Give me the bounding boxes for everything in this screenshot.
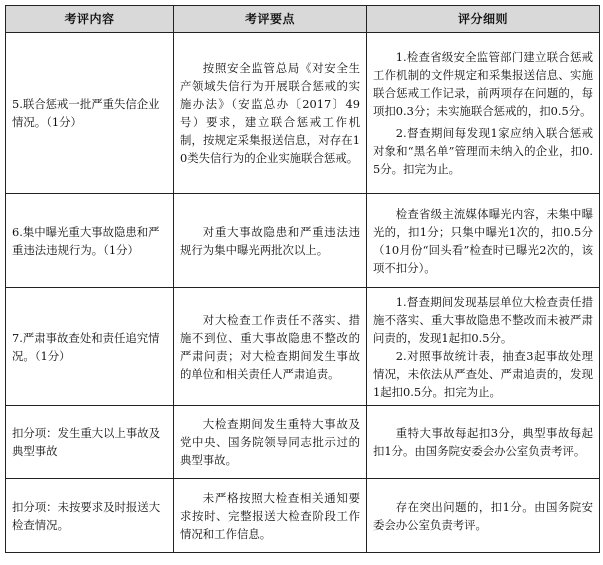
points-text: 对重大事故隐患和严重违法违规行为集中曝光两批次以上。 <box>180 224 360 257</box>
table-header-row <box>6 6 600 33</box>
detail-item: 1.检查省级安全监管部门建立联合惩戒工作机制的文件规定和采集报送信息、实施联合惩戒工作记录，前两项存在问题的，每项扣0.3分；未实施联合惩戒的，扣0.5分。 <box>373 50 593 118</box>
row-detail-cell <box>367 406 600 479</box>
points-text: 对大检查工作责任不落实、措施不到位、重大事故隐患不整改的严肃问责；对大检查期间发生事故的单位和相关责任人严肃追责。 <box>180 312 360 381</box>
points-text: 大检查期间发生重特大事故及党中央、国务院领导同志批示过的典型事故。 <box>180 417 360 467</box>
assessment-table <box>5 5 600 553</box>
detail-item: 重特大事故每起扣3分，典型事故每起扣1分。由国务院安委会办公室负责考评。 <box>373 426 593 458</box>
table-row <box>6 33 600 194</box>
detail-item: 2.督查期间每发现1家应纳入联合惩戒对象和“黑名单”管理而未纳入的企业，扣0.5分。扣完为止。 <box>373 126 593 176</box>
header-assessment-content: 考评内容 <box>6 6 174 33</box>
points-text: 按照安全监管总局《对安全生产领域失信行为开展联合惩戒的实施办法》（安监总办〔2017〕49号）要求，建立联合惩戒工作机制，按规定采集报送信息，对存在10类失信行为的企业实施联合惩戒。 <box>180 61 360 165</box>
row-points-cell <box>174 288 367 406</box>
row-detail-cell <box>367 479 600 553</box>
row-points-cell <box>174 33 367 194</box>
row-points-cell <box>174 479 367 553</box>
detail-item: 存在突出问题的，扣1分。由国务院安委会办公室负责考评。 <box>373 499 593 532</box>
table-row <box>6 479 600 553</box>
detail-item: 1.督查期间发现基层单位大检查责任措施不落实、重大事故隐患不整改而未被严肃问责的，发现1起扣0.5分。 <box>373 294 593 345</box>
table-row <box>6 194 600 288</box>
row-points-cell <box>174 194 367 288</box>
row-content-cell: 6.集中曝光重大事故隐患和严重违法违规行为。（1分） <box>6 194 174 288</box>
table-row <box>6 406 600 479</box>
detail-item: 2.对照事故统计表，抽查3起事故处理情况，未依法从严查处、严肃追责的，发现1起扣0.5分。扣完为止。 <box>373 348 593 399</box>
row-detail-cell <box>367 33 600 194</box>
row-detail-cell <box>367 194 600 288</box>
header-assessment-points: 考评要点 <box>174 6 367 33</box>
row-content-cell: 扣分项：发生重大以上事故及典型事故 <box>6 406 174 479</box>
table-row <box>6 288 600 406</box>
row-content-cell: 5.联合惩戒一批严重失信企业情况。（1分） <box>6 33 174 194</box>
row-points-cell <box>174 406 367 479</box>
row-detail-cell <box>367 288 600 406</box>
points-text: 未严格按照大检查相关通知要求按时、完整报送大检查阶段工作情况和工作信息。 <box>180 490 360 541</box>
detail-item: 检查省级主流媒体曝光内容，未集中曝光的，扣1分；只集中曝光1次的，扣0.5分（10月份“回头看”检查时已曝光2次的，该项不扣分）。 <box>373 206 593 275</box>
row-content-cell: 扣分项：未按要求及时报送大检查情况。 <box>6 479 174 553</box>
row-content-cell: 7.严肃事故查处和责任追究情况。（1分） <box>6 288 174 406</box>
header-scoring-details: 评分细则 <box>367 6 600 33</box>
